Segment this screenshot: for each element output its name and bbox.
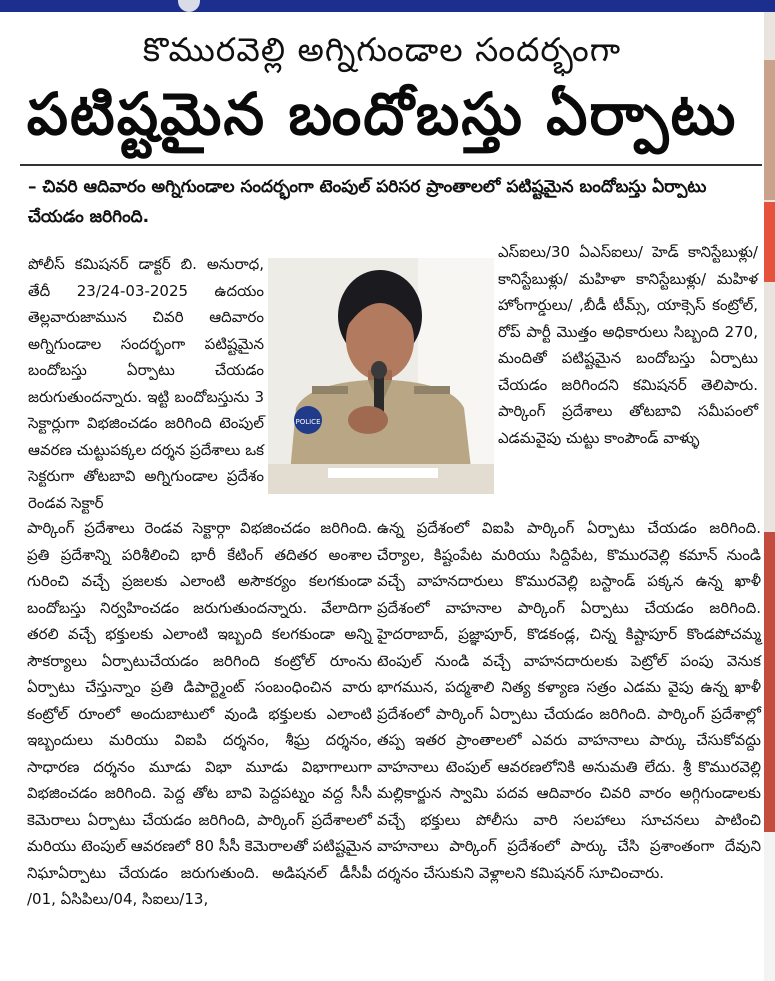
- adjacent-photo-2: [764, 202, 775, 282]
- adjacent-photo-4: [764, 832, 775, 981]
- article-column-right-top: [498, 239, 758, 451]
- police-badge-text: POLICE: [295, 418, 321, 426]
- article-column-left-top: [28, 251, 264, 516]
- article-kicker: కొమురవెల్లి అగ్నిగుండాల సందర్భంగా: [142, 30, 622, 69]
- adjacent-photo-1: [764, 60, 775, 200]
- commissioner-photo: [268, 258, 494, 494]
- headline-divider: [20, 164, 762, 166]
- commissioner-photo-illustration: [268, 258, 494, 494]
- paragraph-lower-left: పార్కింగ్ ప్రదేశాలు రెండవ సెక్టార్గా విభజించడం జరిగింది. ప్రతి ప్రదేశాన్ని పరిశీలించి భారీ కేటింగ్ తదితర అంశాల గురించి వచ్చే ప్రజలకు ఎలాంటి అసౌకర్యం కలగకుండా బందోబస్తు నిర్వహించడం జరుగుతుందన్నారు. వేలాదిగా తరలి వచ్చే భక్తులకు ఎలాంటి ఇబ్బంది కలగకుండా అన్ని సౌకర్యాలు ఏర్పాటుచేయడం జరిగింది కంట్రోల్ రూంను ఏర్పాటు చేస్తున్నాం ప్రతి డిపార్ట్మెంట్ సంబంధించిన వారు కంట్రోల్ రూంలో అందుబాటులో వుండి భక్తులకు ఎలాంటి ఇబ్బందులు మరియు విఐపి దర్శనం, శీఘ్ర దర్శనం, సాధారణ దర్శనం మూడు విభా మూడు విభాగాలుగా విభజించడం జరిగింది. పెద్ద తోట బావి పెద్దపట్నం వద్ద సీసీ కెమెరాలు ఏర్పాటు చేయడం జరిగింది, పార్కింగ్ ప్రదేశాలలో మరియు టెంపుల్ ఆవరణలో 80 సీసీ కెమెరాలతో పటిష్టమైన నిఘాఏర్పాటు చేయడం జరుగుతుంది. అడిషనల్ డీసీపీ /01, ఏసిపిలు/04, సిఐలు/13,: [27, 519, 372, 908]
- article-headline: పటిష్టమైన బందోబస్తు ఏర్పాటు: [26, 80, 738, 148]
- adjacent-photo-3: [764, 532, 775, 832]
- article-summary: – చివరి ఆదివారం అగ్నిగుండాల సందర్భంగా టెంపుల్ పరిసర ప్రాంతాలలో పటిష్టమైన బందోబస్తు ఏర్పాటు చేయడం జరిగింది.: [28, 177, 707, 227]
- adjacent-page-strip: [764, 12, 775, 981]
- paragraph: ఎస్ఐలు/30 ఏఎస్ఐలు/ హెడ్ కానిస్టేబుళ్లు/ కానిస్టేబుళ్లు/ మహిళా కానిస్టేబుళ్లు/ మహిళ హోంగార్డులు/ ,బీడీ టీమ్స్, యాక్సెస్ కంట్రోల్, రోప్ పార్టీ మొత్తం అధికారులు సిబ్బంది 270, మందితో పటిష్టమైన బందోబస్తు ఏర్పాటు చేయడం జరిగిందని కమిషనర్ తెలిపారు. పార్కింగ్ ప్రదేశాలు తోటబావి సమీపంలో ఎడమవైపు చుట్టు కాంపౌండ్ వాళ్ళు: [498, 243, 758, 447]
- paragraph-lower-right: ఉన్న ప్రదేశంలో విఐపి పార్కింగ్ ఏర్పాటు చేయడం జరిగింది. చేర్యాల, కిష్టంపేట మరియు సిద్దిపేట, కొమురవెల్లి కమాన్ నుండి వచ్చే వాహనదారులు కొమురవెల్లి బస్టాండ్ పక్కన ఉన్న ఖాళీ ప్రదేశంలో వాహనాల పార్కింగ్ ఏర్పాటు చేయడం జరిగింది. హైదరాబాద్, ప్రజ్ఞాపూర్, కొడకండ్ల, చిన్న కిష్టాపూర్ కొండపోచమ్మ టెంపుల్ నుండి వచ్చే వాహనదారులకు పెట్రోల్ పంపు వెనుక భాగమున, పద్మశాలి నిత్య కళ్యాణ సత్రం ఎడమ వైపు ఉన్న ఖాళీ ప్రదేశంలో పార్కింగ్ ఏర్పాటు చేయడం జరిగింది. పార్కింగ్ ప్రదేశాల్లో తప్ప ఇతర ప్రాంతాలలో ఎవరు వాహనాలు పార్కు చేసుకోవద్దు వాహనాలు టెంపుల్ ఆవరణలోనికి అనుమతి లేదు. శ్రీ కొమురవెల్లి మల్లికార్జున స్వామి పదవ ఆదివారం చివరి వారం అగ్గిగుండాలకు వచ్చే భక్తులు పోలీసు వారి సలహాలు సూచనలు పాటించి వాహనాలు పార్కింగ్ ప్రదేశంలో పార్కు చేసి ప్రశాంతంగా దేవుని దర్శనం చేసుకుని వెళ్లాలని కమిషనర్ సూచించారు.: [377, 519, 761, 882]
- paragraph: పోలీస్ కమిషనర్ డాక్టర్ బి. అనురాధ, తేదీ 23/24-03-2025 ఉదయం తెల్లవారుజామున చివరి ఆదివారం అగ్నిగుండాల సందర్భంగా పటిష్టమైన బందోబస్తు ఏర్పాటు చేయడం జరుగుతుందన్నారు. ఇట్టి బందోబస్తును 3 సెక్టార్లుగా విభజించడం జరిగింది టెంపుల్ ఆవరణ చుట్టుపక్కల దర్శన ప్రదేశాలు ఒక సెక్టరుగా తోటబావి అగ్నిగుండాల ప్రదేశం రెండవ సెక్టార్: [28, 255, 264, 512]
- masthead-bar: [0, 0, 775, 12]
- masthead-logo-fragment: [178, 0, 200, 12]
